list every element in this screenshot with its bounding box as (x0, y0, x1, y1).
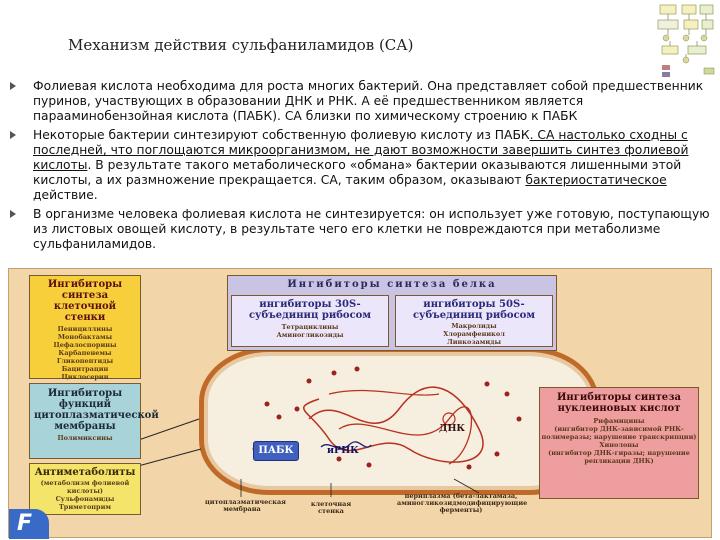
drug-item: Цефалоспорины (53, 341, 117, 349)
nucleic-acid-inhibitors-heading: Ингибиторы синтеза нуклеиновых кислот (556, 392, 681, 414)
drug-item: Бацитрацин (61, 365, 109, 373)
periplasm-caption: периплазма (бета-лактамаза, аминогликозидмодифицирующие ферменты) (397, 492, 528, 514)
drug-item: Монобактамы (57, 333, 113, 341)
drug-item: Хлорамфеникол (443, 330, 505, 338)
logo-f-icon: F (17, 511, 33, 536)
antimetabolites-box (29, 463, 141, 515)
drug-note: (ингибитор ДНК-гиразы; нарушение репликации ДНК) (548, 449, 690, 465)
drug-item: Хинолоны (599, 441, 639, 449)
drug-item: Карбапенемы (58, 349, 112, 357)
drug-item: Линкозамиды (446, 338, 502, 346)
logo (9, 509, 49, 539)
bullet-arrow-icon (10, 131, 16, 139)
drug-item: Тетрациклины (281, 323, 339, 331)
cell-wall-inhibitors-box (29, 275, 141, 379)
bullet-text: Некоторые бактерии синтезируют собственную фолиевую кислоту из ПАБК (33, 128, 530, 142)
drug-note: (ингибитор ДНК-зависимой РНК-полимеразы; нарушение транскрипции) (541, 425, 697, 441)
dna-label: ДНК (439, 423, 466, 434)
drug-item: Аминогликозиды (276, 331, 344, 339)
drug-item: Макролиды (451, 322, 497, 330)
bullet-text: Фолиевая кислота необходима для роста многих бактерий. Она представляет собой предшественник пуринов, участвующих в образовании ДНК и РНК. А её предшественником является парааминобензойная кислота (ПАБК). СА близки по химическому строению к ПАБК (33, 79, 704, 123)
mrna-label: иРНК (327, 445, 359, 456)
cell-wall-inhibitors-heading: Ингибиторы синтеза клеточной стенки (47, 279, 123, 323)
bullet-text: действие. (33, 188, 98, 202)
bullet-arrow-icon (10, 82, 16, 90)
wall-caption: клеточная стенка (310, 500, 352, 515)
bullet-item (8, 207, 713, 252)
membrane-caption: цитоплазматическая мембрана (205, 498, 286, 513)
protein-synthesis-heading: Ингибиторы синтеза белка (287, 279, 497, 290)
bullet-arrow-icon (10, 210, 16, 218)
drug-item: Полимиксины (57, 434, 113, 442)
pabk-label: ПАБК (253, 441, 299, 461)
nucleic-acid-inhibitors-box (539, 387, 699, 499)
drug-item: Циклосерин (61, 373, 109, 381)
ribosome-50s-heading: ингибиторы 50S-субъединиц рибосом (412, 299, 536, 321)
bullet-text: . В результате такого метаболического «обмана» бактерии оказываются лишенными этой кислоты, а их размножение прекращается. СА, таким образом, оказывают (33, 158, 682, 187)
membrane-inhibitors-heading: Ингибиторы функций цитоплазматической мембраны (34, 388, 159, 432)
drug-item: (метаболизм фолиевой кислоты) (40, 479, 130, 495)
drug-item: Рифамицины (593, 417, 645, 425)
bullet-underlined-text: . СА настолько сходны с последней, что поглощаются микроорганизмом, не дают возможности завершить синтез фолиевой кислоты (33, 128, 689, 172)
drug-item: Пенициллины (57, 325, 113, 333)
antibiotic-targets-diagram (8, 268, 712, 538)
membrane-inhibitors-box (29, 383, 159, 459)
ribosome-30s-heading: ингибиторы 30S-субъединиц рибосом (248, 299, 372, 321)
ribosome-30s-box (231, 295, 389, 347)
drug-item: Гликопептиды (56, 357, 114, 365)
bullet-text: В организме человека фолиевая кислота не синтезируется: он использует уже готовую, поступающую из листовых овощей кислоту, в результате чего его клетки не повреждаются при метаболизме сульфаниламидов. (33, 207, 710, 251)
ribosome-50s-box (395, 295, 553, 347)
bullet-list (8, 79, 713, 256)
flowchart-thumbnail-icon (652, 2, 716, 84)
antimetabolites-heading: Антиметаболиты (34, 467, 136, 478)
bullet-item (8, 79, 713, 124)
drug-item: Сульфонамиды (55, 495, 115, 503)
bullet-term: бактериостатическое (525, 173, 667, 187)
bullet-item (8, 128, 713, 203)
drug-item: Триметоприм (58, 503, 112, 511)
slide-title: Механизм действия сульфаниламидов (СА) (68, 36, 414, 54)
